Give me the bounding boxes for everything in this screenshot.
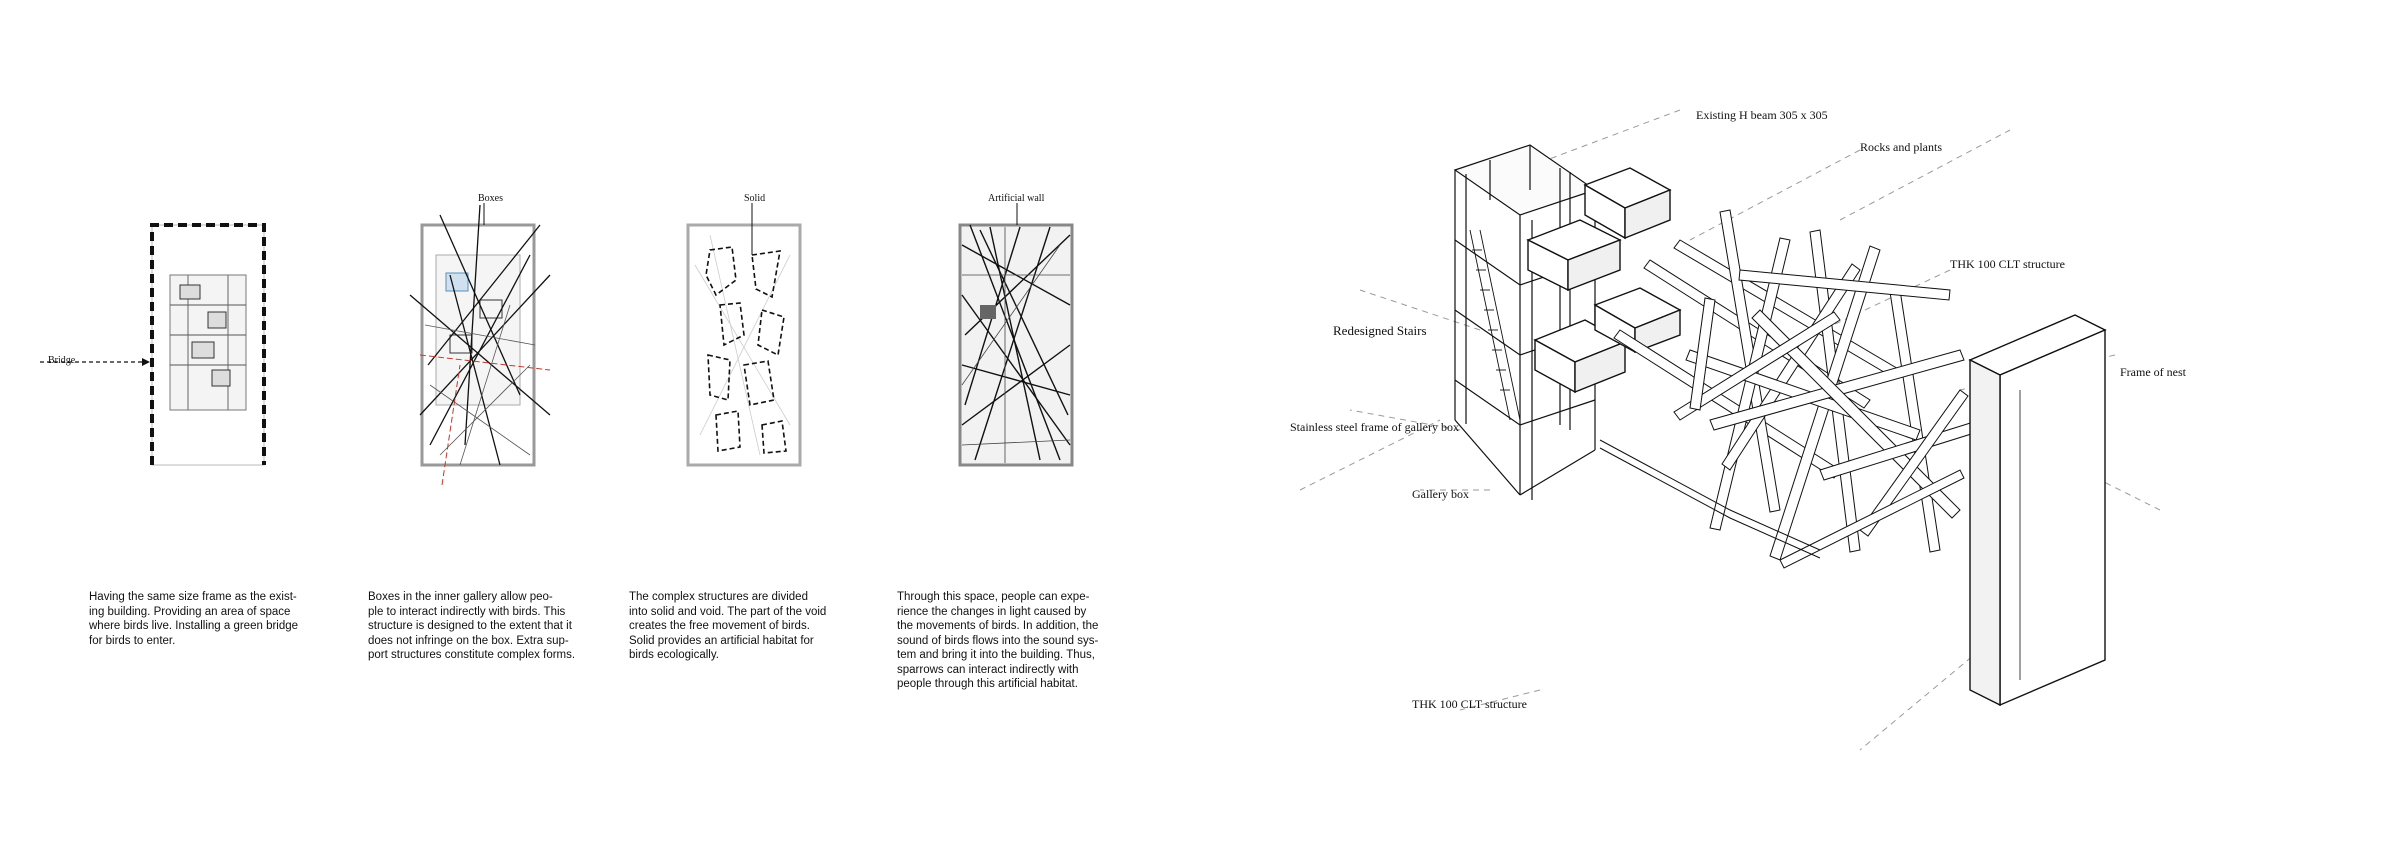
- caption-artificial-wall: Through this space, people can expe- rience the changes in light caused by the movements of birds. In addition, the sound of birds flows into the sound sys- tem and bring it into the building. Thus, sparrows can interact indirectly with people through this artificial habitat.: [897, 591, 1099, 690]
- bridge-frame-drawing: [40, 210, 320, 480]
- label-clt-bottom: THK 100 CLT structure: [1412, 697, 1527, 711]
- panel-solid: [640, 185, 840, 495]
- caption-bridge: Having the same size frame as the exist- ing building. Providing an area of space where birds live. Installing a green bridge for birds to enter.: [89, 591, 299, 647]
- caption-solid: The complex structures are divided into solid and void. The part of the void creates the free movement of birds. Solid provides an artificial habitat for birds ecologically.: [629, 591, 827, 661]
- nest-frame: [1970, 315, 2105, 705]
- label-stairs: Redesigned Stairs: [1333, 323, 1427, 338]
- panel-artificial-wall: [910, 185, 1110, 495]
- caption-boxes: Boxes in the inner gallery allow peo- ple to interact indirectly with birds. This structure is designed to the extent that it does not infringe on the box. Extra sup- port structures constitute complex forms.: [368, 591, 576, 661]
- panel-bridge: [40, 210, 320, 480]
- label-gallery-box: Gallery box: [1412, 487, 1469, 501]
- existing-building-frame: [1455, 145, 1595, 500]
- axonometric-svg: [1260, 90, 2260, 790]
- label-frame-of-nest: Frame of nest: [2120, 365, 2186, 379]
- nest-structure: [1614, 210, 1984, 568]
- clt-base: [1600, 440, 1820, 558]
- label-clt-top: THK 100 CLT structure: [1950, 257, 2065, 271]
- bridge-label: Bridge: [48, 355, 76, 366]
- label-steel-frame: Stainless steel frame of gallery box: [1290, 420, 1459, 434]
- artificial-wall-drawing: [910, 185, 1110, 495]
- boxes-label: Boxes: [478, 193, 503, 204]
- artificial-wall-label: Artificial wall: [988, 193, 1045, 204]
- panel-boxes: [380, 185, 580, 495]
- axonometric-drawing: [1260, 90, 2260, 790]
- solid-void-drawing: [640, 185, 840, 495]
- solid-label: Solid: [744, 193, 766, 204]
- boxes-drawing: [380, 185, 580, 495]
- label-h-beam: Existing H beam 305 x 305: [1696, 108, 1828, 122]
- label-rocks-plants: Rocks and plants: [1860, 140, 1942, 154]
